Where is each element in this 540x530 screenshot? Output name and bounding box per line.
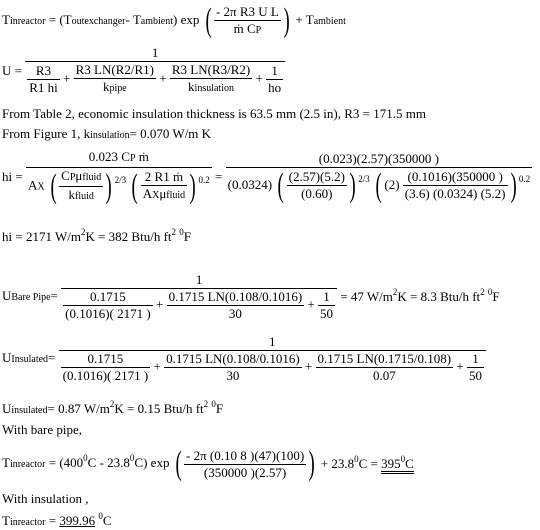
text-t-inreactor-insulated: Tinreactor = 399.96 $^0$C [2, 511, 112, 528]
eq-t-inreactor-bare: Tinreactor = $(400^0C - 23.8^0C)$ exp ( $\frac{- 2\pi (0.10 8 )(47)(100)}{(350000 )(2.57)}$ ) + $23.8^0C = 395^0C$ [2, 445, 414, 482]
eq-u-insulated: UInsulated= 1 $\frac{0.1715}{(0.1016)( 2171 )}$ + $\frac{0.1715 LN(0.108/0.1016)}{30}$ + $\frac{0.1715 LN(0.1715/0.108)}{0.07}$ + $\frac{1}{50}$ [2, 335, 486, 383]
text-hi-result: hi = 2171 $W/m^2K = 382$ Btu/h $ft^2$ $^0$F [2, 227, 191, 244]
text-with-bare-pipe: With bare pipe, [2, 422, 82, 437]
text-k-insulation: From Figure 1, kinsulation= 0.070 W/m K [2, 126, 212, 141]
eq-hi: hi = 0.023 CP ṁ AX ( $\frac{\text{CPμfluid}}{\text{kfluid}}$ ) $^{2/3}$ ( $\frac{\text{2 R1 ṁ}}{\text{AXμfluid}}$ ) $^{0.2}$ = (0.023)(2.57)(350000 ) (0.0324) ( $\frac{(2.57)(5.2)}{(0.60)}$ ) $^{2/3}$ ( (2) $\frac{(0.1016)(350000 )}{(3.6) (0.0324) (5.2)}$ ) $^{0.2}$ [2, 149, 531, 205]
text-u-insulated-result: Uinsulated= 0.87 $W/m^2K = 0.15$ Btu/h $ft^2$ $^0$F [2, 399, 224, 416]
text-with-insulation: With insulation , [2, 491, 89, 506]
eq-t-inreactor-1: Tinreactor = (Toutexchanger- Tambient) exp ( $\frac{\text{- 2π R3 U L}}{\text{ṁ CP}}$ ) + Tambient [2, 2, 346, 39]
text-insulation-thickness: From Table 2, economic insulation thickness is 63.5 mm (2.5 in), R3 = 171.5 mm [2, 106, 426, 121]
eq-u-bare-pipe: UBare Pipe= 1 $\frac{0.1715}{(0.1016)( 2171 )}$ + $\frac{0.1715 LN(0.108/0.1016)}{30}$ + $\frac{1}{50}$ = 47 $W/m^2K = 8.3$ Btu/h $ft^2$ $^0$F [2, 272, 500, 321]
eq-overall-u: U = 1 $\frac{R3}{R1 hi}$ + $\frac{R3 LN(R2/R1)}{\text{kpipe}}$ + $\frac{R3 LN(R3/R2)}{\text{kinsulation}}$ + $\frac{1}{ho}$ [2, 46, 285, 96]
